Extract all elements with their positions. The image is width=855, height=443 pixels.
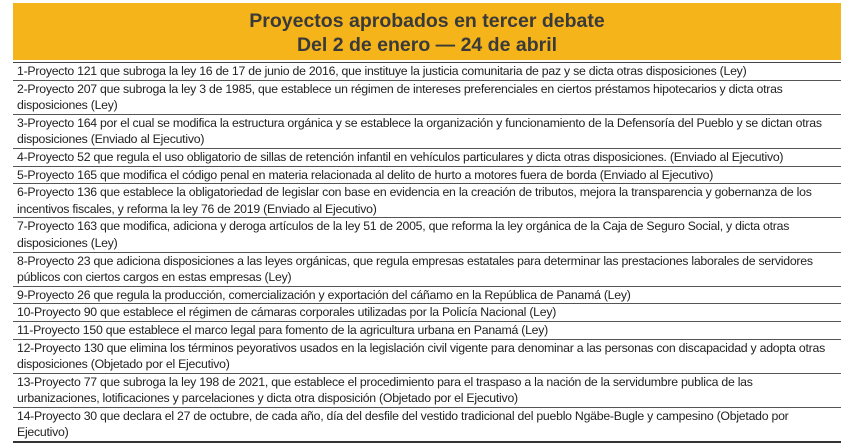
project-row: 4-Proyecto 52 que regula el uso obligatorio de sillas de retención infantil en vehículos particulares y dicta otras disposiciones. (Enviado al Ejecutivo) <box>13 149 841 167</box>
project-row: 12-Proyecto 130 que elimina los términos peyorativos usados en la legislación civil vigente para denominar a las personas con discapacidad y adopta otras disposiciones (Objetado por el Ejecutivo) <box>13 340 841 374</box>
project-row: 8-Proyecto 23 que adiciona disposiciones a las leyes orgánicas, que regula empresas estatales para determinar las prestaciones laborales de servidores públicos con ciertos cargos en estas empresas (Ley) <box>13 253 841 287</box>
project-row: 11-Proyecto 150 que establece el marco legal para fomento de la agricultura urbana en Panamá (Ley) <box>13 322 841 340</box>
project-row: 7-Proyecto 163 que modifica, adiciona y deroga artículos de la ley 51 de 2005, que reforma la ley orgánica de la Caja de Seguro Social, y dicta otras disposiciones (Ley) <box>13 218 841 252</box>
date-range-subtitle: Del 2 de enero — 24 de abril <box>296 34 558 56</box>
project-row: 10-Proyecto 90 que establece el régimen de cámaras corporales utilizadas por la Policía Nacional (Ley) <box>13 304 841 322</box>
project-row: 14-Proyecto 30 que declara el 27 de octubre, de cada año, día del desfile del vestido tradicional del pueblo Ngäbe-Bugle y campesino (Objetado por Ejecutivo) <box>13 408 841 443</box>
project-row: 1-Proyecto 121 que subroga la ley 16 de 17 de junio de 2016, que instituye la justicia comunitaria de paz y se dicta otras disposiciones (Ley) <box>13 63 841 81</box>
title-banner <box>13 3 841 60</box>
projects-table <box>13 62 841 443</box>
project-row: 13-Proyecto 77 que subroga la ley 198 de 2021, que establece el procedimiento para el traspaso a la nación de la servidumbre publica de las urbanizaciones, lotificaciones y parcelaciones y dicta otra disposición (Objetado por el Ejecutivo) <box>13 374 841 408</box>
project-row: 6-Proyecto 136 que establece la obligatoriedad de legislar con base en evidencia en la creación de tributos, mejora la transparencia y gobernanza de los incentivos fiscales, y reforma la ley 76 de 2019 (Enviado al Ejecutivo) <box>13 184 841 218</box>
project-row: 9-Proyecto 26 que regula la producción, comercialización y exportación del cáñamo en la República de Panamá (Ley) <box>13 287 841 305</box>
page-title: Proyectos aprobados en tercer debate <box>249 10 605 32</box>
project-row: 2-Proyecto 207 que subroga la ley 3 de 1985, que establece un régimen de intereses preferenciales en ciertos préstamos hipotecarios y dicta otras disposiciones (Ley) <box>13 81 841 115</box>
project-row: 3-Proyecto 164 por el cual se modifica la estructura orgánica y se establece la organización y funcionamiento de la Defensoría del Pueblo y se dictan otras disposiciones (Enviado al Ejecutivo) <box>13 115 841 149</box>
project-row: 5-Proyecto 165 que modifica el código penal en materia relacionada al delito de hurto a motores fuera de borda (Enviado al Ejecutivo) <box>13 167 841 185</box>
